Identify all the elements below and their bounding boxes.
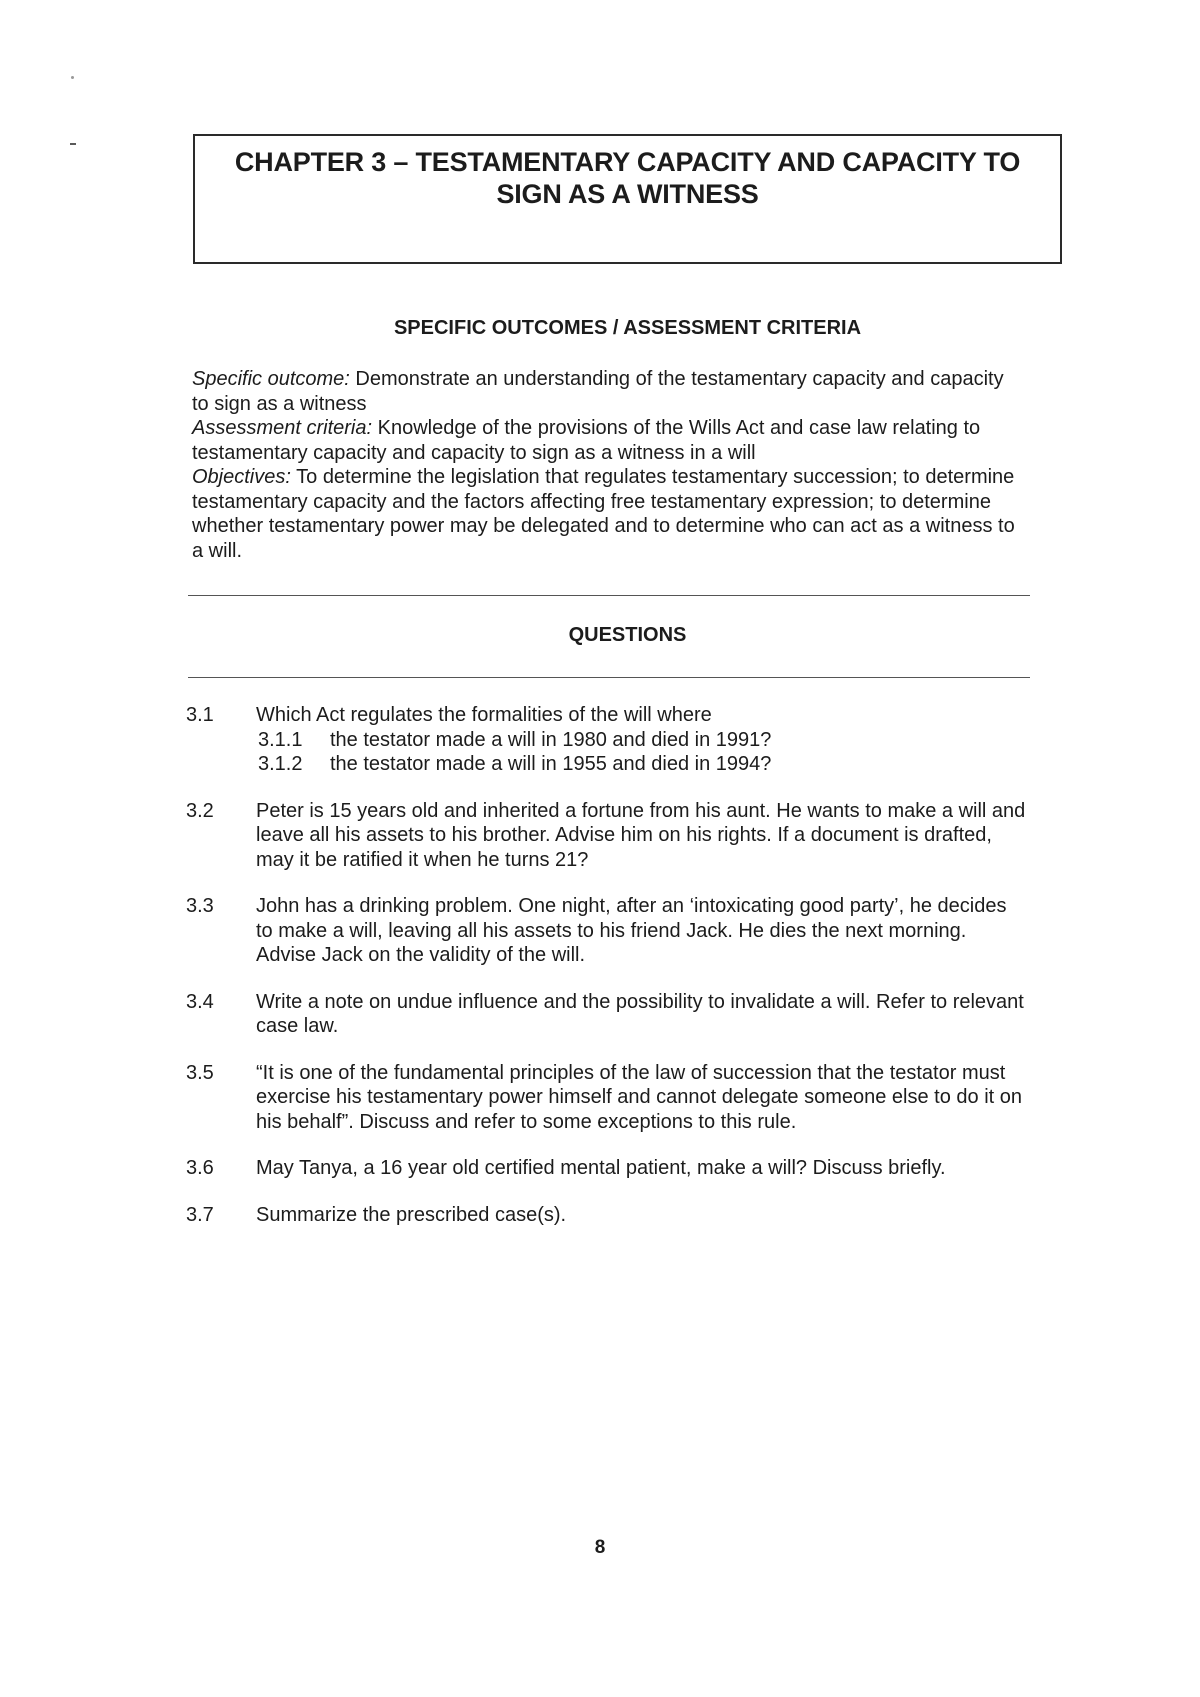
divider-rule — [188, 677, 1030, 678]
question-body — [256, 1156, 1026, 1181]
chapter-title-line-2: SIGN AS A WITNESS — [496, 179, 759, 209]
question-number: 3.2 — [186, 799, 214, 822]
outcomes-block — [192, 367, 1022, 563]
question-item — [186, 1156, 1026, 1181]
scan-speck — [71, 76, 74, 79]
question-number: 3.6 — [186, 1157, 214, 1179]
assessment-criteria-label: Assessment criteria: — [192, 417, 373, 439]
question-item — [186, 799, 1026, 873]
question-text: John has a drinking problem. One night, after an ‘intoxicating good party’, he decides to make a will, leaving all his assets to his friend Jack. He dies the next morning. Advise Jack on the validity of the will. — [256, 895, 1007, 966]
question-text: May Tanya, a 16 year old certified mental patient, make a will? Discuss briefly. — [256, 1157, 946, 1179]
specific-outcome-label: Specific outcome: — [192, 368, 350, 390]
sub-question-list — [256, 728, 1026, 777]
specific-outcome — [192, 367, 1022, 416]
objectives-text: To determine the legislation that regulates testamentary succession; to determine testamentary capacity and the factors affecting free testamentary expression; to determine whether testamentary power may be delegated and to determine who can act as a witness to a will. — [192, 466, 1015, 562]
outcomes-heading: SPECIFIC OUTCOMES / ASSESSMENT CRITERIA — [393, 317, 862, 339]
question-text: “It is one of the fundamental principles of the law of succession that the testator must exercise his testamentary power himself and cannot delegate someone else to do it on his behalf”. Discuss and refer to some exceptions to this rule. — [256, 1061, 1022, 1133]
chapter-title — [195, 136, 1060, 210]
scan-speck — [70, 143, 76, 145]
sub-question-text: the testator made a will in 1955 and died in 1994? — [330, 753, 772, 775]
sub-question-text: the testator made a will in 1980 and died in 1991? — [330, 728, 772, 751]
question-number: 3.1 — [186, 704, 214, 726]
question-number: 3.5 — [186, 1061, 214, 1084]
sub-question-number: 3.1.1 — [258, 728, 303, 751]
assessment-criteria-text: Knowledge of the provisions of the Wills Act and case law relating to testamentary capacity and capacity to sign as a witness in a will — [192, 417, 981, 464]
sub-question-number: 3.1.2 — [258, 753, 303, 775]
question-item — [186, 1061, 1026, 1135]
specific-outcome-text: Demonstrate an understanding of the testamentary capacity and capacity to sign as a witness — [192, 368, 1004, 415]
questions-heading: QUESTIONS — [568, 624, 687, 646]
question-text: Write a note on undue influence and the possibility to invalidate a will. Refer to relevant case law. — [256, 990, 1024, 1037]
objectives-label: Objectives: — [192, 466, 291, 488]
question-item — [186, 894, 1026, 968]
question-body — [256, 799, 1026, 873]
question-body — [256, 1203, 1026, 1228]
assessment-criteria — [192, 416, 1022, 465]
question-text: Peter is 15 years old and inherited a fortune from his aunt. He wants to make a will and leave all his assets to his brother. Advise him on his rights. If a document is drafted, may it be ratified it when he turns 21? — [256, 799, 1026, 871]
question-text: Summarize the prescribed case(s). — [256, 1203, 567, 1226]
divider-rule — [188, 595, 1030, 596]
sub-question-item — [258, 728, 1026, 753]
question-body — [256, 1061, 1026, 1135]
question-item — [186, 990, 1026, 1039]
question-number: 3.7 — [186, 1203, 214, 1226]
question-text: Which Act regulates the formalities of the will where — [256, 704, 712, 726]
question-item — [186, 1203, 1026, 1228]
questions-list — [186, 703, 1026, 1249]
question-body — [256, 703, 1026, 777]
question-body — [256, 990, 1026, 1039]
page-number: 8 — [594, 1537, 606, 1558]
question-body — [256, 894, 1026, 968]
objectives — [192, 465, 1022, 563]
question-number: 3.3 — [186, 895, 214, 917]
question-item — [186, 703, 1026, 777]
chapter-title-box — [193, 134, 1062, 264]
question-number: 3.4 — [186, 990, 214, 1013]
chapter-title-line-1: CHAPTER 3 – TESTAMENTARY CAPACITY AND CAPACITY TO — [234, 147, 1021, 177]
sub-question-item — [258, 752, 1026, 777]
